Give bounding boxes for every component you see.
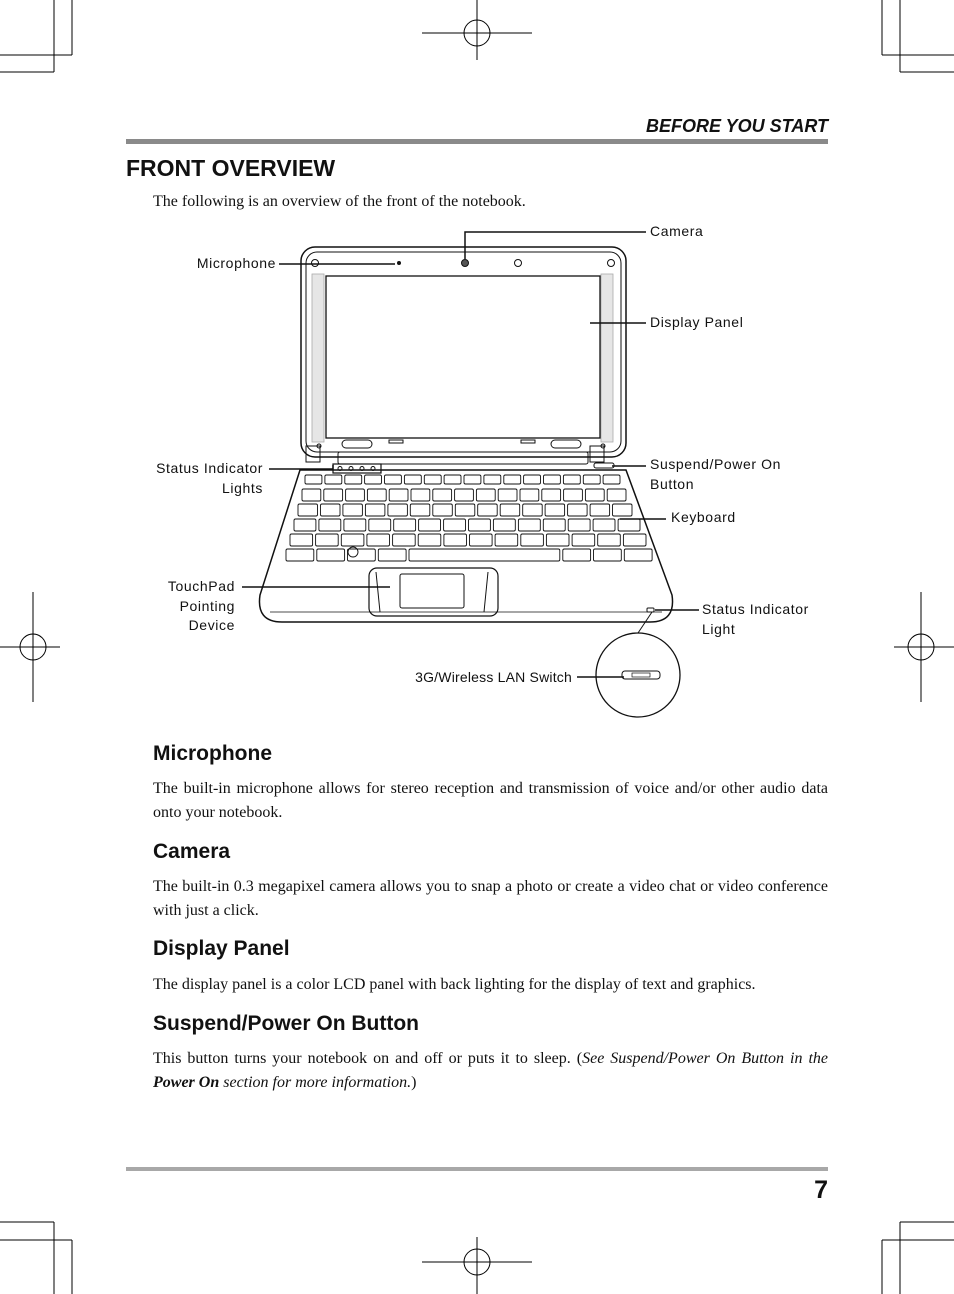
keyboard-key [367, 534, 390, 546]
keyboard-key [393, 534, 416, 546]
keyboard-key [419, 519, 441, 531]
callout-touchpad-line3: Device [188, 617, 235, 633]
notebook-lid [301, 247, 626, 457]
heading-suspend-power: Suspend/Power On Button [153, 1012, 419, 1035]
paragraph-microphone: The built-in microphone allows for stereo reception and transmission of voice and/or other audio data onto your notebook. [153, 780, 828, 821]
callout-suspend-line2: Button [650, 475, 695, 492]
keyboard-key [316, 534, 339, 546]
callout-camera: Camera [650, 223, 704, 239]
keyboard-key [365, 504, 385, 516]
keyboard-key [520, 489, 539, 501]
callout-touchpad [130, 577, 235, 636]
keyboard-key [367, 489, 386, 501]
keyboard-key [623, 534, 646, 546]
suspend-text-italic-2: section for more information. [219, 1073, 412, 1091]
keyboard-key [378, 549, 406, 561]
keyboard-key [321, 504, 341, 516]
touchpad [369, 568, 498, 616]
keyboard-key [593, 519, 615, 531]
wireless-switch-detail [596, 608, 680, 717]
keyboard-key [590, 504, 610, 516]
callout-status-lights-line2: Lights [222, 479, 263, 496]
heading-display-panel: Display Panel [153, 937, 290, 960]
keyboard-key [544, 475, 561, 484]
keyboard-key [568, 504, 588, 516]
keyboard-key [523, 504, 543, 516]
keyboard-key [411, 489, 430, 501]
callout-suspend-line1: Suspend/Power On [650, 456, 782, 472]
keyboard-key [521, 534, 544, 546]
keyboard-key [346, 489, 365, 501]
keyboard-key [542, 489, 561, 501]
suspend-text-italic-1: See Suspend/Power On Button in the [582, 1050, 829, 1067]
crop-mark-bottom-right [882, 1222, 954, 1294]
keyboard-key [324, 489, 343, 501]
keyboard-key [495, 534, 518, 546]
keyboard-key [302, 489, 321, 501]
keyboard-key [464, 475, 481, 484]
keyboard-key [476, 489, 495, 501]
keyboard-key [546, 534, 569, 546]
callout-display-panel: Display Panel [650, 314, 744, 330]
callout-status-indicator-lights [130, 459, 263, 498]
footer-rule [126, 1167, 828, 1171]
suspend-text-prefix: This button turns your notebook on and off or puts it to sleep. ( [153, 1050, 583, 1067]
keyboard-key [298, 504, 318, 516]
callout-keyboard: Keyboard [671, 509, 736, 525]
keyboard-key [319, 519, 341, 531]
callout-touchpad-line1: TouchPad [167, 578, 235, 594]
intro-text: The following is an overview of the front of the notebook. [153, 193, 526, 210]
registration-mark-bottom [422, 1237, 532, 1294]
keyboard-key [409, 549, 560, 561]
keyboard-key [343, 504, 363, 516]
callout-status-indicator-light [702, 600, 809, 639]
keyboard-key [469, 519, 491, 531]
keyboard-key [618, 519, 640, 531]
keyboard-key [568, 519, 590, 531]
keyboard-keys [286, 475, 652, 561]
keyboard-key [418, 534, 441, 546]
paragraph-suspend-power [153, 1047, 828, 1094]
keyboard-key [500, 504, 520, 516]
keyboard-key [433, 504, 453, 516]
keyboard-key [455, 504, 475, 516]
keyboard-key [545, 504, 565, 516]
callout-leader-lines [242, 232, 699, 677]
fn-key-marker [348, 547, 358, 557]
keyboard-key [613, 504, 633, 516]
callout-microphone: Microphone [196, 255, 276, 271]
keyboard-key [394, 519, 416, 531]
callout-status-light-line1: Status Indicator [702, 601, 809, 617]
keyboard-key [470, 534, 493, 546]
keyboard-key [484, 475, 501, 484]
keyboard-key [504, 475, 521, 484]
keyboard-key [294, 519, 316, 531]
keyboard-key [543, 519, 565, 531]
keyboard-key [286, 549, 314, 561]
keyboard-key [598, 534, 621, 546]
keyboard-key [607, 489, 626, 501]
keyboard-key [518, 519, 540, 531]
keyboard-key [348, 549, 376, 561]
keyboard-key [433, 489, 452, 501]
keyboard-key [524, 475, 541, 484]
keyboard-key [444, 475, 461, 484]
keyboard-key [341, 534, 364, 546]
keyboard-key [444, 534, 467, 546]
callout-touchpad-line2: Pointing [179, 597, 235, 614]
heading-microphone: Microphone [153, 742, 272, 765]
keyboard-key [594, 549, 622, 561]
keyboard-key [385, 475, 402, 484]
keyboard-key [498, 489, 517, 501]
keyboard-key [455, 489, 474, 501]
keyboard-key [603, 475, 620, 484]
keyboard-key [317, 549, 345, 561]
crop-mark-bottom-left [0, 1222, 72, 1294]
keyboard-key [424, 475, 441, 484]
heading-camera: Camera [153, 840, 231, 863]
page-number: 7 [814, 1176, 828, 1204]
keyboard-key [325, 475, 342, 484]
page-title: FRONT OVERVIEW [126, 155, 336, 181]
suspend-text-suffix: ) [411, 1073, 417, 1091]
keyboard-key [344, 519, 366, 531]
callout-wireless-switch: 3G/Wireless LAN Switch [415, 669, 572, 685]
keyboard-key [389, 489, 408, 501]
keyboard-key [563, 475, 580, 484]
paragraph-display-panel: The display panel is a color LCD panel with back lighting for the display of text and graphics. [153, 976, 756, 993]
suspend-text-bold: Power On [153, 1073, 220, 1091]
callout-status-lights-line1: Status Indicator [156, 460, 263, 476]
keyboard-key [365, 475, 382, 484]
keyboard-key [563, 549, 591, 561]
keyboard-key [624, 549, 652, 561]
keyboard-key [410, 504, 430, 516]
keyboard-key [404, 475, 421, 484]
paragraph-camera: The built-in 0.3 megapixel camera allows you to snap a photo or create a video chat or video conference with just a click. [153, 878, 828, 919]
keyboard-key [444, 519, 466, 531]
keyboard-key [388, 504, 408, 516]
keyboard-key [478, 504, 498, 516]
keyboard-key [572, 534, 595, 546]
keyboard-key [345, 475, 362, 484]
keyboard-key [290, 534, 313, 546]
keyboard-key [369, 519, 391, 531]
callout-status-light-line2: Light [702, 620, 736, 637]
keyboard-key [583, 475, 600, 484]
keyboard-key [585, 489, 604, 501]
callout-suspend-power-button [650, 455, 781, 494]
keyboard-key [493, 519, 515, 531]
keyboard-key [564, 489, 583, 501]
keyboard-key [305, 475, 322, 484]
notebook-hinge [306, 446, 614, 473]
running-header: BEFORE YOU START [645, 116, 828, 136]
